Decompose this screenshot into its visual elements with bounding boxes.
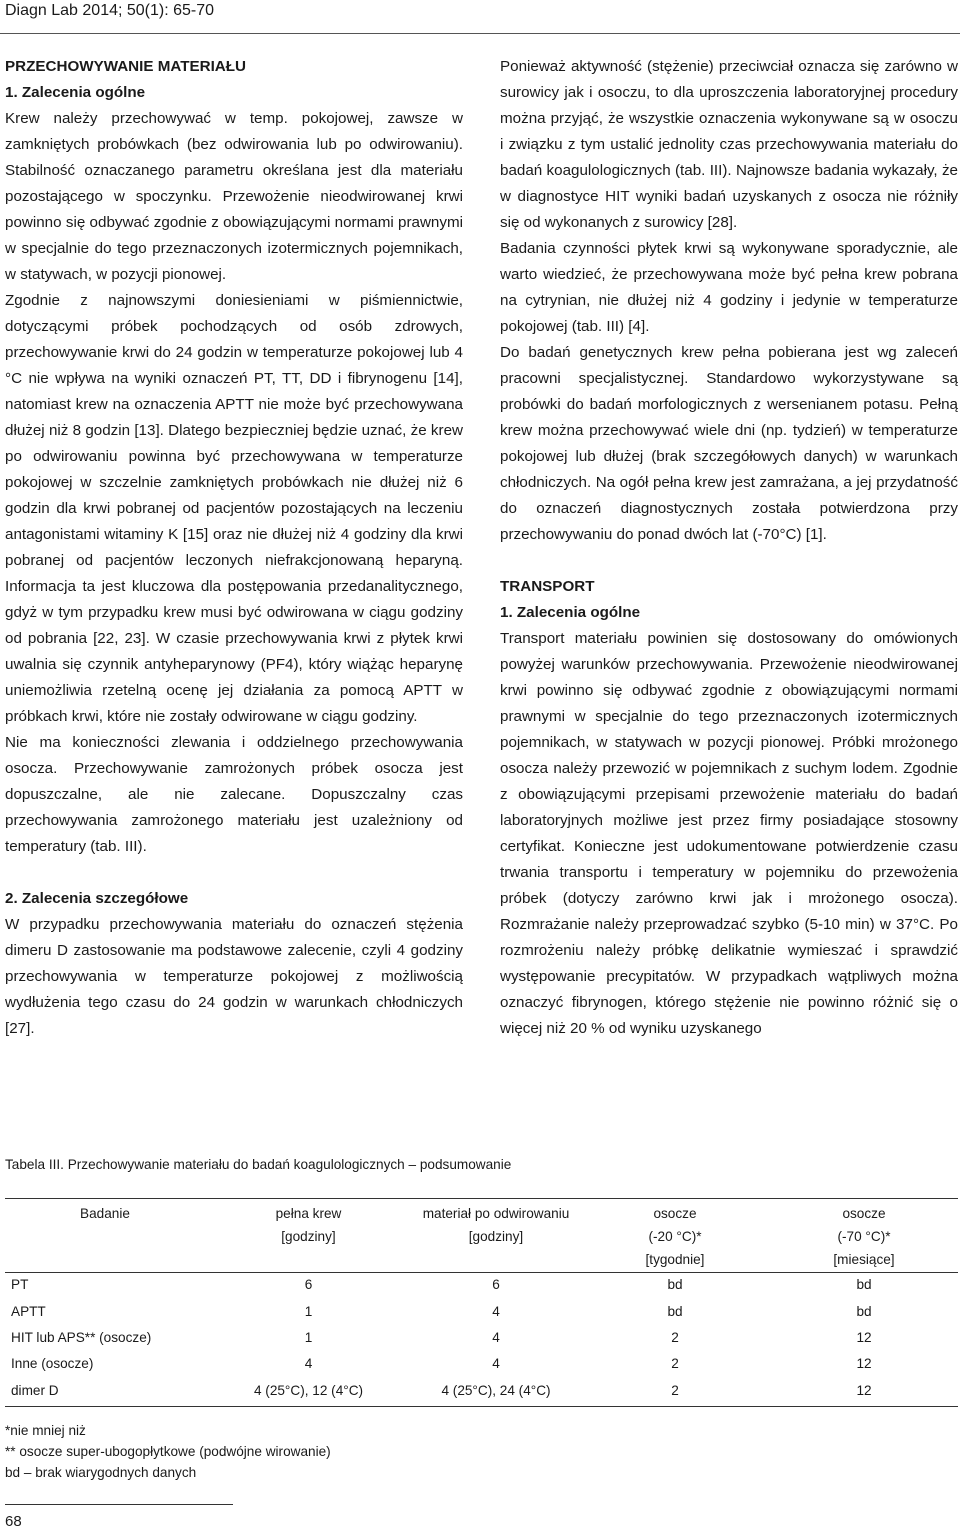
footnote: bd – brak wiarygodnych danych: [5, 1465, 197, 1480]
table-row: [5, 1378, 958, 1404]
table-header-row: [5, 1200, 958, 1272]
table-cell: 1: [304, 1303, 313, 1319]
table-cell: APTT: [11, 1303, 46, 1319]
table-cell: bd: [667, 1303, 683, 1319]
column-header-centrifuged: materiał po odwirowaniu [godziny]: [422, 1206, 570, 1244]
paragraph: Do badań genetycznych krew pełna pobierana jest wg zaleceń pracowni specjalistycznej. Standardowo wykorzystywane są probówki do badań morfologicznych z wersenianem potasu. Pełną krew można przechowywać wiele dni (np. tydzień) w temperaturze pokojowej lub dłużej (brak szczegółowych danych) w warunkach chłodniczych. Na ogół pełna krew jest zamrażana, a jej przydatność do oznaczeń diagnostycznych została potwierdzona przy przechowywaniu do ponad dwóch lat (-70°C) [1].: [500, 344, 958, 543]
table-cell: 4: [492, 1329, 500, 1345]
table-cell: 2: [671, 1382, 679, 1398]
paragraph: Transport materiału powinien się dostosowany do omówionych powyżej warunków przechowywania. Przewożenie nieodwirowanej krwi powinno się odbywać zgodnie z obowiązującymi normami prawnymi w specjalnie do tego przeznaczonych izotermicznych pojemnikach, w statywach w pozycji pionowej. Próbki mrożonego osocza należy przewozić w pojemnikach z suchym lodem. Zgodnie z obowiązującymi przepisami przewożenie materiału do badań laboratoryjnych możliwe jest przez firmy posiadające stosowny certyfikat. Konieczne jest udokumentowane potwierdzenie czasu trwania transportu i temperatury w pojemniku do przewożenia próbek (dotyczy zarówno krwi jak i mrożonego osocza). Rozmrażanie należy przeprowadzać szybko (5-10 min) w 37°C. Po rozmrożeniu należy próbkę delikatnie wymieszać i sprawdzić występowanie precypitatów. W przypadkach wątpliwych można oznaczyć fibrynogen, którego stężenie nie powinno różnić się o więcej niż 20 % od wyniku uzyskanego: [500, 630, 958, 1037]
section-title-transport: TRANSPORT: [500, 578, 595, 595]
table-cell: HIT lub APS** (osocze): [11, 1329, 152, 1345]
table-top-rule: [5, 1198, 958, 1199]
table-caption: Tabela III. Przechowywanie materiału do badań koagulologicznych – podsumowanie: [5, 1157, 512, 1172]
subsection-title-general: 1. Zalecenia ogólne: [5, 84, 146, 101]
table-cell: 6: [492, 1277, 500, 1293]
table-cell: 4 (25°C), 12 (4°C): [253, 1382, 364, 1398]
table-cell: 4 (25°C), 24 (4°C): [441, 1382, 551, 1398]
storage-summary-table: [5, 1200, 958, 1404]
table-cell: 4: [492, 1356, 500, 1372]
table-cell: PT: [11, 1277, 29, 1293]
footer-divider: [5, 1504, 233, 1505]
subsection-title-detailed: 2. Zalecenia szczegółowe: [5, 890, 189, 907]
footnote: *nie mniej niż: [5, 1423, 86, 1438]
column-header-plasma-minus70: osocze (-70 °C)* [miesiące]: [833, 1206, 895, 1267]
header-divider: [0, 33, 960, 34]
section-title-storage: PRZECHOWYWANIE MATERIAŁU: [5, 58, 247, 75]
page-number: 68: [5, 1513, 22, 1530]
table-cell: 4: [304, 1356, 313, 1372]
table-row: [5, 1325, 958, 1351]
table-cell: 2: [671, 1356, 679, 1372]
paragraph: Badania czynności płytek krwi są wykonywane sporadycznie, ale warto wiedzieć, że przechowywana może być pełna krew pobrana na cytrynian, nie dłużej niż 4 godziny i jedynie w temperaturze pokojowej (tab. III) [4].: [500, 240, 958, 335]
table-cell: 2: [671, 1329, 679, 1345]
table-cell: bd: [856, 1277, 872, 1293]
table-bottom-rule: [5, 1406, 958, 1407]
table-row: [5, 1298, 958, 1324]
table-cell: 12: [856, 1382, 872, 1398]
paragraph: W przypadku przechowywania materiału do oznaczeń stężenia dimeru D zastosowanie ma podstawowe zalecenie, czyli 4 godziny przechowywania w temperaturze pokojowej z możliwością wydłużenia tego czasu do 24 godzin w warunkach chłodniczych [27].: [5, 916, 463, 1037]
table-cell: bd: [856, 1303, 872, 1319]
column-header-whole-blood: pełna krew [godziny]: [275, 1206, 342, 1244]
footnote: ** osocze super-ubogopłytkowe (podwójne wirowanie): [5, 1444, 331, 1459]
table-row: [5, 1272, 958, 1298]
subsection-title-transport-general: 1. Zalecenia ogólne: [500, 604, 641, 621]
table-cell: dimer D: [11, 1382, 59, 1398]
table-cell: 4: [492, 1303, 500, 1319]
table-cell: 12: [856, 1356, 872, 1372]
table-cell: 1: [304, 1329, 313, 1345]
left-column: [5, 54, 463, 1042]
column-header-test: Badanie: [80, 1206, 130, 1221]
right-column: [500, 54, 958, 1042]
column-header-plasma-minus20: osocze (-20 °C)* [tygodnie]: [645, 1206, 705, 1267]
running-head: Diagn Lab 2014; 50(1): 65-70: [5, 2, 215, 19]
paragraph: Ponieważ aktywność (stężenie) przeciwciał oznacza się zarówno w surowicy jak i osoczu, to dla uproszczenia laboratoryjnej procedury można przyjąć, że wszystkie oznaczenia wykonywane są w osoczu i związku z tym ustalić jednolity czas przechowywania materiału do badań koagulologicznych (tab. III). Najnowsze badania wykazały, że w diagnostyce HIT wyniki badań uzyskanych z osocza nie różniły się od wykonanych z surowicy [28].: [500, 58, 958, 231]
table-cell: bd: [667, 1277, 683, 1293]
table-row: [5, 1351, 958, 1377]
paragraph: Zgodnie z najnowszymi doniesieniami w piśmiennictwie, dotyczącymi próbek pochodzących od osób zdrowych, przechowywanie krwi do 24 godzin w temperaturze pokojowej lub 4 °C nie wpływa na wyniki oznaczeń PT, TT, DD i fibrynogenu [14], natomiast krew na oznaczenia APTT nie może być przechowywana dłużej niż 8 godzin [13]. Dlatego bezpieczniej będzie uznać, że krew po odwirowaniu powinna być przechowywana w temperaturze pokojowej w szczelnie zamkniętych probówkach nie dłużej niż 6 godzin dla krwi pobranej od pacjentów pozostających na leczeniu antagonistami witaminy K [15] oraz nie dłużej niż 4 godziny dla krwi pobranej od pacjentów leczonych niefrakcjonowaną heparyną. Informacja ta jest kluczowa dla postępowania przedanalitycznego, gdyż w tym przypadku krew musi być odwirowana w ciągu godziny od pobrania [22, 23]. W czasie przechowywania krwi z płytek krwi uwalnia się czynnik antyheparynowy (PF4), który wiążąc heparynę uniemożliwia rzetelną ocenę jej działania za pomocą APTT w próbkach krwi, które nie zostały odwirowane w ciągu godziny.: [5, 292, 463, 725]
paragraph: Nie ma konieczności zlewania i oddzielnego przechowywania osocza. Przechowywanie zamrożonych próbek osocza jest dopuszczalne, ale nie zalecane. Dopuszczalny czas przechowywania zamrożonego materiału jest uzależniony od temperatury (tab. III).: [5, 734, 463, 855]
table-footnotes: [5, 1420, 331, 1483]
table-cell: 6: [304, 1277, 313, 1293]
table-cell: 12: [856, 1329, 872, 1345]
paragraph: Krew należy przechowywać w temp. pokojowej, zawsze w zamkniętych probówkach (bez odwirowania lub po odwirowaniu). Stabilność oznaczanego parametru określana jest dla materiału pozostającego w spoczynku. Przewożenie nieodwirowanej krwi powinno się odbywać zgodnie z obowiązującymi normami prawnymi w specjalnie do tego przeznaczonych izotermicznych pojemnikach, w statywach, w pozycji pionowej.: [5, 110, 463, 283]
table-cell: Inne (osocze): [11, 1356, 94, 1372]
